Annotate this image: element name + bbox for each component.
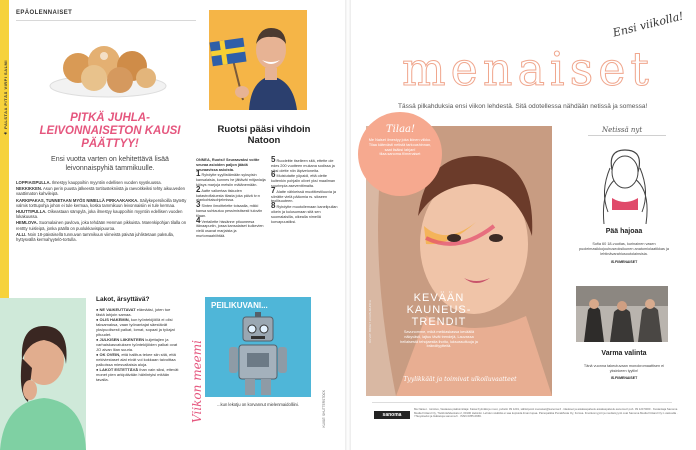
netissa-item2-link[interactable]: IS.FI/MENAISET [610,376,638,380]
section-label: EPÄOLENNAISET [16,10,73,16]
netissa-title: Netissä nyt [602,126,643,134]
subscribe-text: Me Naiset ilmestyy joka ikinen viikko. Tilaa kätevästi netistä tarkoushinnan, saat lisäksi lahjan! tilaa.sanoma.fi/menaiset [368,138,432,157]
headache-sketch-image [590,142,660,224]
meme-top-text: PEILIKUVANI... [211,301,268,310]
main-headline: PITKÄ JUHLA-LEIVONNAISETON KAUSI PÄÄTTYY! [39,112,181,150]
list-item: NEKKIKKEN. Asun perin puusta jälkeestä tortitustekniistä ja raevoitkeiksi tehty aikuuveden vaattimaton kahvileipä. [16,186,185,197]
meme-bottom-text: ...kun lekotju on korvannut mielenmaidolliini. [205,397,311,419]
netissa-item2-text: Tänä vuonna takeutuvaan monokromaattisen ei yksinkeen tyyliin! [583,364,665,373]
column-author-tag: ★ PALSTAA PITÄÄ VIRPI SALMI [3,60,8,136]
lakot-headline: Lakot, ärsyttävä? [96,296,150,303]
cover-headline: KEVÄÄN KAUNEUS-TRENDIT [406,292,472,328]
man-with-flag-photo [209,10,307,110]
netissa-item1-link[interactable]: IS.FI/MENAISET [610,260,638,264]
cover-subtext: Savunomme, mikä meikiaskassa keväällä näkyvästi, lajtuu tävät trendejä, Lauvassa hellaisestä tehojaestia ihottu, luksussultuuja ja brändityytteitä. [400,330,478,349]
netissa-item1-text: Sofia 60 18-vuotias, kurinainen vasen puoleimasikkojouhuseoksikunen anatomiolaatikkas ja lehtinävarahiusoutolainsisia. [579,242,669,256]
robot-image [205,311,311,397]
list-item: ● NE VAIKEUTTAVAT elämääsi, joten tue tästä lahjoin samaa. [96,307,171,317]
menaiset-logo: menaiset [402,42,654,96]
legal-text: Me Naiset · toimitus, Vastaava päätoimittaja: Kaisa Kylmälä ja muut, puhelin 09 1201, sähköposti menaiset@sanoma.fi · tilaukset ja asiakaspalvelu asiakaspalvelu.sanoma.fi puh. 09 120 5000 · Kustantaja Sanoma Media Finland Oy, Töölönlahdenkatu 2, 00100 Helsinki. Lehden sisältöä ei saa kopioida ilman lupaa. Painopaikka PunaMusta Oy, Forssa. Ilmoitusmyynti ja mediamyynti ovat Sanoma Media Finland Oy:n vastuulla · Yhteystiedot ja lisätietoja sanoma.fi · ISSN 0355-0966. [414,407,678,419]
subscribe-title: Tilaa! [386,124,416,135]
pastry-list [16,180,191,243]
list-item: ● JULKISEN LIIKENTEEN kuljettajien ja varhaiskasvatuksen työntekijöiden palkat ovat JO aivan liian suuria. [96,337,178,352]
street-style-photo [576,286,668,342]
list-item: HEMLOVA. Suomalainen pavlova, joka tehdään Henman pikkuista. Marenkipohjan tilalla on renttty ruisleipä, jonka päällä on puolukkavispipuuroa. [16,220,187,231]
meme-section-title: Viikon meemi [190,340,204,423]
ensi-viikolla-label: Ensi viikolla! [611,9,685,40]
lakot-list [96,307,180,382]
list-item: HUUTTIPULLA. Oikeastaan sämpylä, joka ilmestyy kauppoihin myyntiin edellisen vuoden lokakuussa. [16,209,183,220]
footer-divider [372,402,672,403]
cover-bottom-line: Tyylikkäät ja toimivat ulkoiluvaatteet [403,376,517,383]
ruotsi-column-1: ONNEA, Ruotsi! Seuraavaksi voitte seuraa asioiden paljon jäädä seuraavissa asioista. 1 Ryhdytte syyllistämään syksyisin kansalaisia, kunnes he jättävät mitjanlaija köisys marjoja metsiin mätänemään. 2 Aatte valkertaa tiskuden katastrofialuesta tilasta joka päivä tv:n ajankohtaisohjelmissa. 3 Sinten ilmoittelette toisaalla, mikki kansa suhtautuu pessimistisesti tuloviin tilaan. 4 Vertailette hissänne pituuneesa itänaapuriin, jossa kansalaiset kulkevien vielä osavat marjaista ja murtomaahiihtää. [196,158,266,238]
headline-intro: Ensi vuotta varten on kehitettävä lisää leivonnaispyhiä tammikuulle. [51,156,169,172]
list-item: LOPPIAISPULLA. Ilmestyy kauppoihin myyntiin edellisen vuoden syyskuussa. [16,180,162,185]
netissa-item2-title: Varma valinta [601,350,647,357]
list-item: ALLI. Noin 18-päiväisellä tunnuvan tammikuun viimeistä päivää juhlistetaan paksulla, hyttysvällä kermahyytelö-tortulla. [16,231,175,243]
netissa-divider [588,135,666,136]
ruotsi-column-2: 5 Ruodeitte itselleen sitä, ettette ole edes 200 vuotteen mukana sodissa ja siksi olette niin läpivetoneita. 6 Muistutatte yöpaidi, että olette kuitenkin pohjalin olivet yksi maailman suurimpia aseventtimaita. 7 Alatte vähkeissä muotitiestiluuvia ja siirrätte vielä pääomia rs. sikseen teollisuuteen. 8 Ryhdytte muotoilemaan kanelipullan oikein ja kulusumaan sitä sen suomalaisilla, oikealla nimellä korvapuustiksi. [271,155,338,224]
cover-photo-credit: KUVAT: BRIGIT LOUIS-MUNCH [368,300,372,343]
list-item: KARKIPAKAS, TUNNETAAN MYÖS NIMELLÄ PIRKAAKAKKA. Säilykepersikoilla täytetty valmis torttupohja johon ei tule kermaa, koska tammikuun leivonnaisiin ei tule kermaa. [16,197,187,208]
spine-gutter [345,0,351,450]
section-divider [16,20,196,21]
pastry-plate-image [48,36,168,98]
ruotsi-article [196,155,341,278]
tagline: Tässä pilkahduksia ensi viikon lehdestä. Sitä odotellessa nähdään netissä ja somessa! [398,103,648,110]
woman-thinking-photo [0,298,86,450]
list-item: ● OLIS HAKEMIN, kun työntekijöillä ei olisi taksamaksa, vaan työnantajat säestävät yksipuolisesti palkat, lomat, sopaat ja työajat pituudet. [96,317,175,337]
list-item: ● LAKOT ESTETTÄVÄ ihan vain siksi, ettevät monet pien arkipäivään häiriintyisi mitään tavalla. [96,367,179,382]
list-item: ● OK OVEIN, että hallitus tekee siin sitä, että nekiviestaset alat eivät voi kokkaan taivoittaa palkoissa miesvaltaisia aloja. [96,352,176,367]
sanoma-logo: sanoma [374,411,410,419]
meme-card [205,297,311,419]
netissa-item1-title: Pää hajoaa [605,228,643,235]
ruotsi-headline: Ruotsi pääsi vihdoin Natoon [217,124,311,146]
photo-credit: KUVAT: SHUTTERSTOCK [322,390,326,428]
